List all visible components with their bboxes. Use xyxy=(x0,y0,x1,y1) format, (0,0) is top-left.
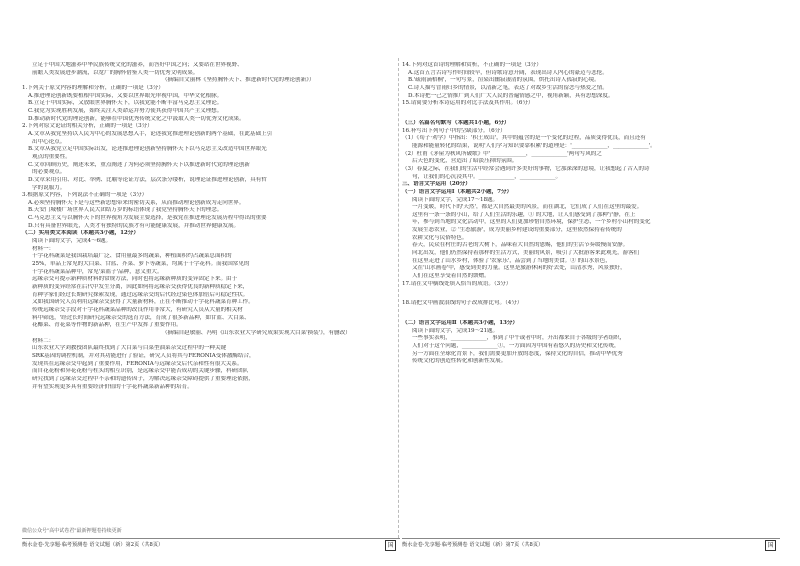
watermark-text: 微信公众号"高中试卷君"最新押题卷持续更新 xyxy=(22,528,122,534)
left-footer-mark: 国 xyxy=(385,540,396,551)
left-page-line: B.立足于中国实际，又放眼世界胸怀天下，以我党能不断丰富马克思主义理论。 xyxy=(28,100,223,107)
right-page-line: 一些事实表明，_____________，事到了中午或者中时，开出都来自于各级的学者组织， xyxy=(412,335,626,342)
left-page-line: 发现其在远缘杂交中起到了重要作用，FERONIA与远缘杂交后代亲和性有很大关系。 xyxy=(32,360,243,367)
right-page-line xyxy=(402,308,780,320)
right-page-line: （二）语言文字运用Ⅱ（本题共3小题，13分） xyxy=(402,320,518,327)
left-page-line: 料中筛选，'经过长时间研究远缘杂交的选育方法，育成了很多新品种，如甘蓝、大白菜、 xyxy=(32,314,250,321)
right-page-line xyxy=(402,108,780,120)
right-exam-page xyxy=(402,62,780,534)
right-footer-text: 衡水金卷·先享题·临考预测卷 语文试题（新）第7页（共8页） xyxy=(402,542,544,548)
left-page-line: 3.根据原文内容，下列说法不正确的一项是（3分） xyxy=(22,192,148,199)
right-page-line: （三）名篇名句默写（本题共1小题，6分） xyxy=(402,119,510,126)
right-page-footer xyxy=(402,538,780,551)
right-page-line: 在这里走进了山水乡村，体验了'农家乐'，品尝到了当地的美食。③ 的山水景色， xyxy=(412,257,611,264)
right-page-line: 另一方面在全球化背景下，我们需要更加开放的态度，保持文化的自信，推动中华优秀 xyxy=(412,350,623,357)
right-page-line: A.这首五言古诗写作时间较早，但诗歌诗意开阔，表现出诗人内心的豪迈与悲怆。 xyxy=(408,69,608,76)
right-page-line: 传统文化的创造性转化和创新性发展。 xyxy=(412,358,507,365)
left-page-line: D.只有具备世界眼光，人类才有独特的民族才有可能健康发展，并推动世界健康发展。 xyxy=(28,222,240,229)
left-page-line: 远缘杂交可提示新种质材料的常规方法，同时也将远缘新种质的变异固定下来。由于 xyxy=(32,276,238,283)
left-page-line: 2.下列对原文论证的相关分析，正确的一项是（3分） xyxy=(22,123,153,130)
left-page-line: B.天安门城楼广场世界人民大团结万岁的标语体现了我党坚持胸怀天下的理念。 xyxy=(28,207,223,214)
right-page-line: 向北出发，他们仍然保持着那样的生活方式，美丽的风景，吸引了大批游客来此观光，游客们 xyxy=(412,250,640,257)
right-page-line: 后天色的变化，营造出了暗淡压抑的氛围。 xyxy=(412,158,518,165)
left-page-line: 花椰菜、青花菜等作物的新品种，在生产中发挥了重要作用。 xyxy=(32,322,182,329)
left-page-line: 25%，单品上常见的大白菜、甘蓝、芥菜、萝卜等蔬菜，均属于十字花科。而我国常见的 xyxy=(32,261,250,268)
left-page-line: SRK基因的调控机制，并对其功能进行了验证，研究人员将其与FERONIA受体激酶结合， xyxy=(32,352,255,359)
right-page-line: 15.请简要分析本诗运用的对比手法及其作用。（6分） xyxy=(402,100,534,107)
left-page-line: D.文章采用引用、对比、举例、比喻等论证方法，层次条分缕析，说理论证推进理论创新，具有哲 xyxy=(28,176,267,183)
right-page-line: B.'疏雨滴梧桐'，一句写景，渲染出幽寂凄清的氛围，烘托出诗人孤寂的心境。 xyxy=(408,77,600,84)
left-page-footer xyxy=(22,538,400,551)
right-page-line: （一）语言文字运用Ⅰ（本题共2小题，7分） xyxy=(402,188,513,195)
right-page-line: 这里有一条一条的小山，给了人们生活的乐趣，① 的大地，让人们感受到了那种宁静，在上 xyxy=(412,211,636,218)
left-page-line: B.文章从我党立足中国实际出发，论述推进理论创新坚持胸怀天下以马克思主义改造中国世界眼光 xyxy=(28,146,267,153)
right-page-line: （2）杜甫《茅屋为秋风所破歌》中'_____________，_____________'两句写风的之 xyxy=(402,150,602,157)
left-page-line: 而自花花粉和异花花粉与柱头的相互识别，是远缘杂交中能否成功的关键步骤，科研团队 xyxy=(32,368,249,375)
right-page-line: （1）《荀子·劝学》中指出：'积土成山'，其中的蕴含的是一个变化的过程，品质变得优良，而且还有 xyxy=(402,135,646,142)
right-page-line: 一月变暖，时代下的'天然'，都是大自然最美的风景，而在湖北，它们成了人们在这里的最爱。 xyxy=(412,204,643,211)
left-page-line: 出中心论点。 xyxy=(32,138,66,145)
right-page-line: 农耕文化与民俗特色。 xyxy=(412,234,468,241)
right-page-line: 春天，民众在村庄的古老的大树下，品味着大自然的恩赐，他们的生活节奏缓慢而安静。 xyxy=(412,242,629,249)
left-exam-page xyxy=(22,62,400,534)
left-page-line: 前瞻人类发展进步潮流，以宽广的胸怀借鉴人类一切优秀文明成果。 xyxy=(32,69,199,76)
right-footer-mark: 国 xyxy=(765,540,776,551)
left-page-line: C.我党为实现胜利发展，始终关注人类命运并努力使其获得中国共产主义理想。 xyxy=(28,107,223,114)
left-page-line: 材料一： xyxy=(32,245,55,252)
right-page-line: 阅读下面的文字，完成19～21题。 xyxy=(412,327,499,334)
left-page-line: 十字花科蔬菜品种中，常见'菜篮子'品种，意义重大。 xyxy=(32,268,163,275)
left-page-line: 新种质的变异经常在后代中发生分离，因此如何将远缘杂交获得优良的新种质稳定下来， xyxy=(32,284,249,291)
left-footer-text: 衡水金卷·先享题·临考预测卷 语文试题（新）第2页（共8页） xyxy=(22,542,164,548)
right-page-line: C.诗人描写冒雨归乡的情景，以清新之笔，表达了对故乡生活的留恋与热爱之情。 xyxy=(408,84,608,91)
left-page-line: 立足于中国大地滋养中华民族传统文化的滋养，而答好中国之问；又要站在世界视野、 xyxy=(32,62,243,68)
left-page-line: 1.下列关于原文内容的理解和分析，正确的一项是（3分） xyxy=(22,84,164,91)
right-page-line: 句，让我们的心沉浸其中。_____________，_____________。 xyxy=(412,173,562,180)
left-page-line: （二）实用类文本阅读（本题共3小题，12分） xyxy=(22,230,139,237)
left-page-line: 十字花科蔬菜是我国栽培最广泛、食用量最多的蔬菜，种植面积约占蔬菜总面积的 xyxy=(32,253,232,260)
right-page-line: 14.下列对这首诗的理解和赏析，不正确的一项是（3分） xyxy=(402,62,542,68)
right-page-line: D.本诗把一己之情推广到人们广大人民的普遍情感之中，视角新颖，具有思想深度。 xyxy=(408,92,614,99)
left-page-line: 材料二： xyxy=(32,337,55,344)
left-page-line: 学的说服力。 xyxy=(32,184,66,191)
left-page-line: 山东农业大学刘教授团队最终找到了大白菜与白菜型油菜杂交过程中的一种关键 xyxy=(32,345,227,352)
left-page-line: 研究找到了远缘杂交过程中不亲和的遗传因子，为解决远缘杂交障碍提供了重要理论依据， xyxy=(32,375,254,382)
right-page-line: 三、语言文字运用（20分） xyxy=(402,181,471,188)
right-page-line: 人们在这里享受着自然的馈赠。 xyxy=(412,273,490,280)
right-page-line: 人们对于这个问题，_____________①，一方面因为中国有着悠久的历史和文化传统， xyxy=(412,343,620,349)
right-page-line: 16.补写出下列句子中的空缺部分。（6分） xyxy=(402,127,506,134)
left-page-line: （摘编自文丽林《坚持胸怀天下、推进新时代党的理论创新》） xyxy=(162,77,315,84)
left-page-line: C.文章回顾历史，阐述未来，重点阐述了为何必须坚持胸怀天下以推进新时代党的理论创新 xyxy=(28,161,250,168)
left-page-line: 并有望实现更多具有重要经济价值的十字花科蔬菜新品种的培育。 xyxy=(32,383,193,390)
right-page-line: 阅读下面的文字，完成17～18题。 xyxy=(412,196,499,203)
left-page-line: 阅读下面的文字，完成4～6题。 xyxy=(32,238,112,245)
left-page-line: D.推动新时代党的理论创新，能够在中国优秀传统文化之中汲取人类一切优秀文化成果。 xyxy=(28,115,245,122)
left-page-line: 又如我国研究人员利用远缘杂交获得了大量新材料，正在不断推动十字花科蔬菜育种工作。 xyxy=(32,299,254,306)
right-page-line: 又在'山水画卷'中，感受到美的力量。这里是旅游休闲的好去处，山清水秀，风景独好， xyxy=(412,265,626,272)
left-page-line: C.马克思主义与以胸怀天下的世界视角为发展主要选择，是我党在推进理论发展历程中得出的重要 xyxy=(28,215,267,222)
left-page-line: A.必须坚持胸怀天下是与这些新思想带来的密切关系，从而推动理论创新成为走向世界。 xyxy=(28,199,245,206)
right-page-line: 17.请在文中横线处填入恰当的成语。（3分） xyxy=(402,280,512,287)
right-page-line: 发展生态农业，② '生态旅游'，成为美丽乡村建设的重要部分，这里依然保持着传统的 xyxy=(412,227,622,234)
left-page-line: 传统远缘杂交手段对十字花科蔬菜品种的改良作用非常大，有研究人员从大量的相关材 xyxy=(32,307,243,313)
right-page-line: 能源和能量转化的结果，说明'人们学习知识要靠积累'的道理是：'_____________，_____________'。 xyxy=(412,142,656,149)
left-page-line: 育种学家们经过长期研究探索发现，通过远缘杂交的后代经过染色体加倍后可稳定性状。 xyxy=(32,291,249,298)
left-page-line: （摘编自赵敏丽、冯明《山东农业大学研究成果实现大白菜'换装'》，有删改） xyxy=(162,329,351,336)
left-page-line: A.推进理论创新既要植根中国实际，又要以世界眼光审视中国，中华文化根脉。 xyxy=(28,92,223,99)
left-page-line: 观点的重要性。 xyxy=(32,153,71,160)
left-page-line: 的必要观点。 xyxy=(32,169,66,176)
right-page-line: 年，参与到当地的文化活动中，这里的人们更加珍惜自然环境，保护生态，一个乡村小山村的变化 xyxy=(412,219,651,226)
right-page-line: （3）春夏之际，在我们的生活中经常会遇到许多美好的事物，它那深深的意境，让我想起了古人的诗 xyxy=(402,165,650,172)
left-page-line: A.文章从我党坚持以人民为中心的发展思想入手，论述我党推进理论创新的两个基础，在此基础上引 xyxy=(28,130,273,137)
right-page-line xyxy=(402,288,780,300)
right-page-line: 18.请把文中画波浪线的句子改成排比句。（4分） xyxy=(402,300,523,307)
